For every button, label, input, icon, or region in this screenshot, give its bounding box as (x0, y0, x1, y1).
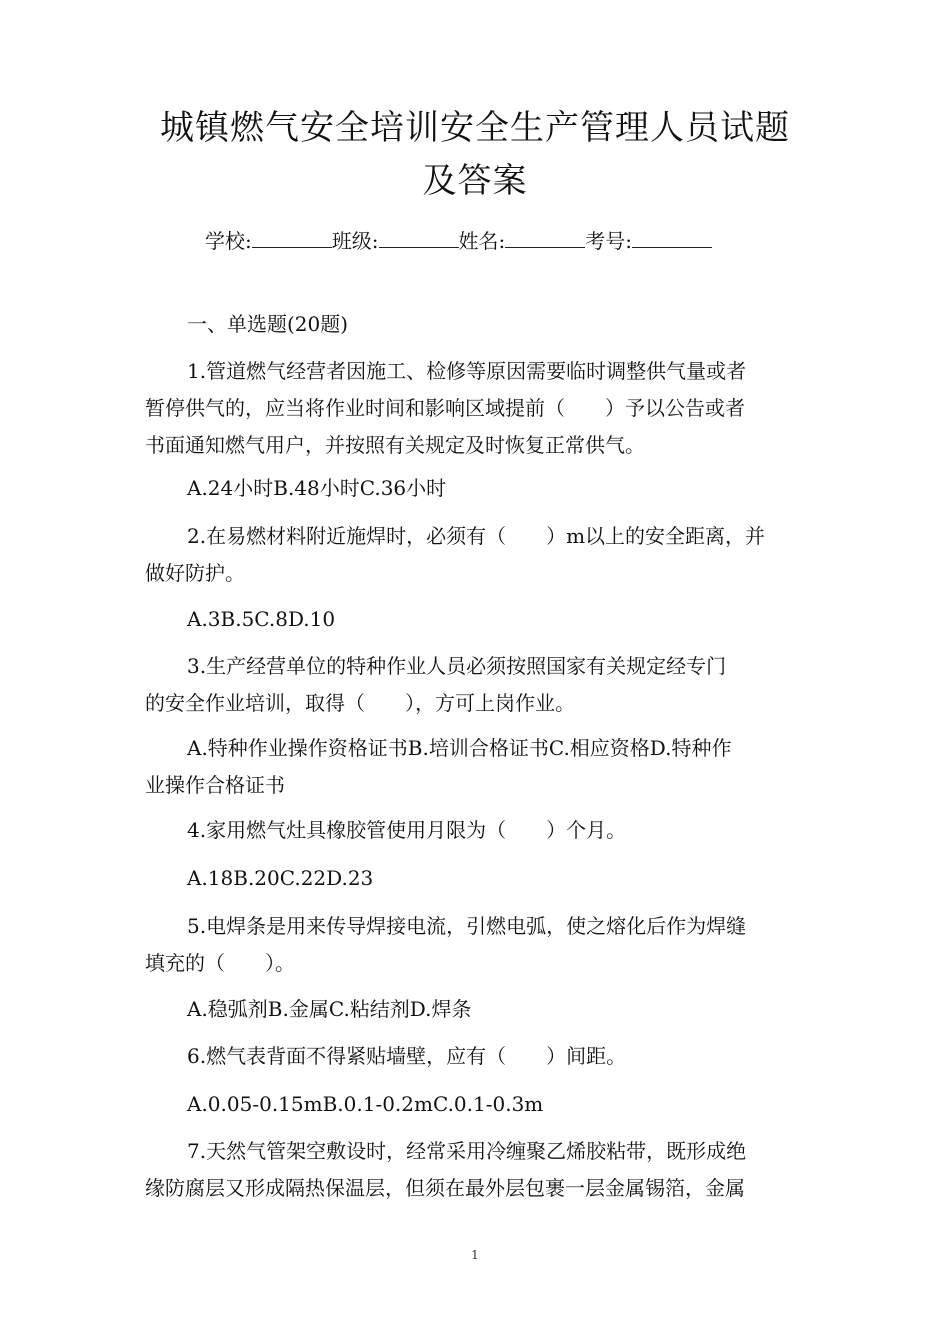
question-3-text: 3.生产经营单位的特种作业人员必须按照国家有关规定经专门 的安全作业培训，取得（ ），方可上岗作业。 (145, 654, 727, 715)
page-number: 1 (471, 1248, 479, 1262)
question-7-text: 7.天然气管架空敷设时，经常采用冷缠聚乙烯胶粘带，既形成绝 缘防腐层又形成隔热保温层，但须在最外层包裹一层金属锡箔，金属 (145, 1139, 747, 1200)
exam-number-label: 考号: (585, 229, 632, 253)
class-label: 班级: (331, 229, 379, 253)
question-1-options: A.24小时B.48小时C.36小时 (187, 476, 447, 500)
school-label: 学校: (205, 229, 252, 253)
question-4-options: A.18B.20C.22D.23 (187, 866, 374, 890)
student-info-line (205, 226, 712, 256)
document-title-line-1: 城镇燃气安全培训安全生产管理人员试题 (160, 108, 790, 148)
name-label: 姓名: (458, 229, 506, 253)
question-4-text: 4.家用燃气灶具橡胶管使用月限为（ ）个月。 (187, 818, 627, 842)
question-6-options: A.0.05-0.15mB.0.1-0.2mC.0.1-0.3m (187, 1092, 544, 1116)
question-1-text: 1.管道燃气经营者因施工、检修等原因需要临时调整供气量或者 暂停供气的，应当将作业时间和影响区域提前（ ）予以公告或者 书面通知燃气用户，并按照有关规定及时恢复正常供气。 (145, 359, 747, 457)
name-blank (505, 227, 585, 248)
question-5-text: 5.电焊条是用来传导焊接电流，引燃电弧，使之熔化后作为焊缝 填充的（ ）。 (145, 914, 747, 975)
school-blank (252, 227, 332, 248)
question-6-text: 6.燃气表背面不得紧贴墙壁，应有（ ）间距。 (187, 1044, 627, 1068)
exam-number-blank (632, 227, 712, 248)
question-5-options: A.稳弧剂B.金属C.粘结剂D.焊条 (187, 997, 472, 1021)
document-title-line-2: 及答案 (422, 161, 528, 201)
class-blank (379, 227, 459, 248)
question-2-text: 2.在易燃材料附近施焊时，必须有（ ）m以上的安全距离，并 做好防护。 (145, 524, 766, 585)
question-3-options: A.特种作业操作资格证书B.培训合格证书C.相应资格D.特种作 业操作合格证书 (145, 736, 732, 797)
question-2-options: A.3B.5C.8D.10 (187, 607, 336, 631)
section-heading: 一、单选题(20题) (187, 312, 349, 336)
